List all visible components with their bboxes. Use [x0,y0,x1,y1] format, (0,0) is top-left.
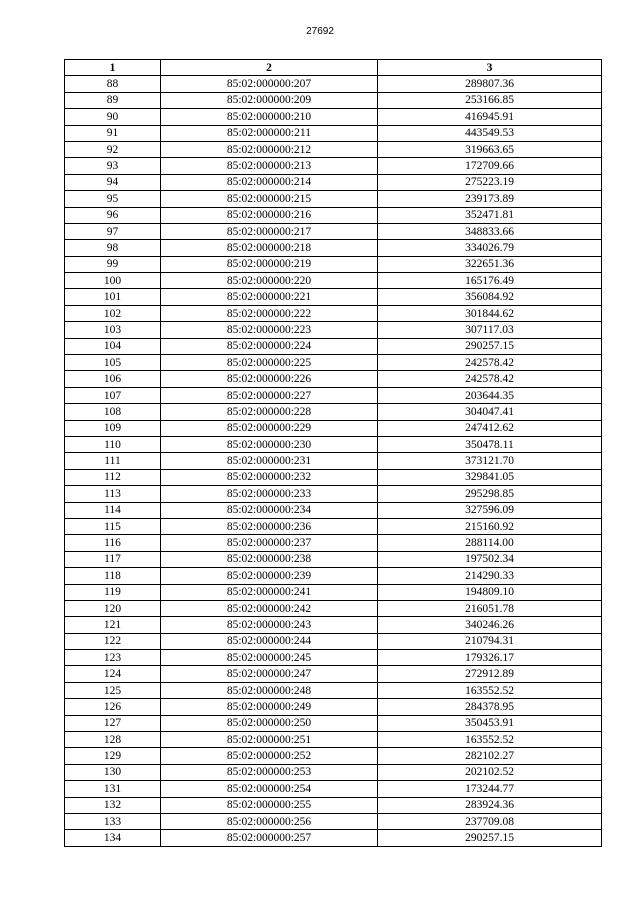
row-number-cell: 100 [65,273,161,289]
cadastral-number-cell: 85:02:000000:244 [161,633,378,649]
row-number-cell: 111 [65,453,161,469]
cadastral-number-cell: 85:02:000000:225 [161,355,378,371]
table-header [65,60,602,76]
cadastral-number-cell: 85:02:000000:214 [161,174,378,190]
value-cell: 165176.49 [378,273,602,289]
row-number-cell: 108 [65,404,161,420]
table-row [65,666,602,682]
value-cell: 247412.62 [378,420,602,436]
table-row [65,289,602,305]
row-number-cell: 99 [65,256,161,272]
row-number-cell: 103 [65,322,161,338]
table-row [65,650,602,666]
value-cell: 443549.53 [378,125,602,141]
table-row [65,305,602,321]
value-cell: 283924.36 [378,797,602,813]
cadastral-number-cell: 85:02:000000:209 [161,92,378,108]
cadastral-number-cell: 85:02:000000:247 [161,666,378,682]
cadastral-number-cell: 85:02:000000:238 [161,551,378,567]
cadastral-number-cell: 85:02:000000:231 [161,453,378,469]
row-number-cell: 120 [65,600,161,616]
row-number-cell: 101 [65,289,161,305]
table-row [65,404,602,420]
table-row [65,568,602,584]
table-row [65,158,602,174]
data-table [64,59,602,847]
value-cell: 290257.15 [378,830,602,846]
row-number-cell: 96 [65,207,161,223]
value-cell: 350453.91 [378,715,602,731]
value-cell: 282102.27 [378,748,602,764]
row-number-cell: 110 [65,436,161,452]
cadastral-number-cell: 85:02:000000:254 [161,781,378,797]
value-cell: 350478.11 [378,436,602,452]
value-cell: 348833.66 [378,223,602,239]
value-cell: 301844.62 [378,305,602,321]
cadastral-number-cell: 85:02:000000:232 [161,469,378,485]
table-row [65,420,602,436]
cadastral-number-cell: 85:02:000000:248 [161,682,378,698]
table-row [65,830,602,846]
cadastral-number-cell: 85:02:000000:239 [161,568,378,584]
table-row [65,322,602,338]
table-row [65,699,602,715]
value-cell: 307117.03 [378,322,602,338]
row-number-cell: 106 [65,371,161,387]
table-row [65,207,602,223]
cadastral-number-cell: 85:02:000000:217 [161,223,378,239]
cadastral-number-cell: 85:02:000000:227 [161,387,378,403]
row-number-cell: 90 [65,109,161,125]
cadastral-number-cell: 85:02:000000:241 [161,584,378,600]
row-number-cell: 104 [65,338,161,354]
table-row [65,813,602,829]
row-number-cell: 128 [65,732,161,748]
cadastral-number-cell: 85:02:000000:207 [161,76,378,92]
row-number-cell: 95 [65,191,161,207]
value-cell: 295298.85 [378,486,602,502]
value-cell: 203644.35 [378,387,602,403]
page-number: 27692 [306,26,334,37]
cadastral-number-cell: 85:02:000000:219 [161,256,378,272]
value-cell: 163552.52 [378,732,602,748]
row-number-cell: 98 [65,240,161,256]
table-row [65,223,602,239]
cadastral-number-cell: 85:02:000000:221 [161,289,378,305]
value-cell: 163552.52 [378,682,602,698]
row-number-cell: 130 [65,764,161,780]
cadastral-number-cell: 85:02:000000:256 [161,813,378,829]
table-row [65,338,602,354]
table-row [65,748,602,764]
value-cell: 179326.17 [378,650,602,666]
row-number-cell: 121 [65,617,161,633]
cadastral-number-cell: 85:02:000000:216 [161,207,378,223]
table-row [65,682,602,698]
table-row [65,486,602,502]
table-row [65,584,602,600]
cadastral-number-cell: 85:02:000000:242 [161,600,378,616]
row-number-cell: 133 [65,813,161,829]
table-row [65,715,602,731]
cadastral-number-cell: 85:02:000000:250 [161,715,378,731]
row-number-cell: 131 [65,781,161,797]
value-cell: 288114.00 [378,535,602,551]
table-row [65,76,602,92]
table-row [65,551,602,567]
column-header-3: 3 [378,60,602,76]
cadastral-number-cell: 85:02:000000:224 [161,338,378,354]
cadastral-number-cell: 85:02:000000:228 [161,404,378,420]
cadastral-number-cell: 85:02:000000:252 [161,748,378,764]
table-row [65,469,602,485]
table-row [65,273,602,289]
value-cell: 214290.33 [378,568,602,584]
row-number-cell: 118 [65,568,161,584]
row-number-cell: 102 [65,305,161,321]
cadastral-number-cell: 85:02:000000:229 [161,420,378,436]
value-cell: 373121.70 [378,453,602,469]
cadastral-number-cell: 85:02:000000:223 [161,322,378,338]
row-number-cell: 92 [65,141,161,157]
table-row [65,125,602,141]
row-number-cell: 124 [65,666,161,682]
row-number-cell: 122 [65,633,161,649]
value-cell: 334026.79 [378,240,602,256]
row-number-cell: 107 [65,387,161,403]
row-number-cell: 126 [65,699,161,715]
value-cell: 319663.65 [378,141,602,157]
row-number-cell: 113 [65,486,161,502]
table-row [65,92,602,108]
cadastral-number-cell: 85:02:000000:236 [161,518,378,534]
table-row [65,502,602,518]
value-cell: 197502.34 [378,551,602,567]
cadastral-number-cell: 85:02:000000:233 [161,486,378,502]
value-cell: 327596.09 [378,502,602,518]
row-number-cell: 129 [65,748,161,764]
value-cell: 194809.10 [378,584,602,600]
value-cell: 216051.78 [378,600,602,616]
table-body [65,76,602,846]
value-cell: 202102.52 [378,764,602,780]
value-cell: 210794.31 [378,633,602,649]
cadastral-number-cell: 85:02:000000:251 [161,732,378,748]
row-number-cell: 112 [65,469,161,485]
table-row [65,387,602,403]
table-row [65,732,602,748]
value-cell: 272912.89 [378,666,602,682]
value-cell: 340246.26 [378,617,602,633]
cadastral-number-cell: 85:02:000000:211 [161,125,378,141]
cadastral-number-cell: 85:02:000000:212 [161,141,378,157]
column-header-1: 1 [65,60,161,76]
row-number-cell: 115 [65,518,161,534]
row-number-cell: 127 [65,715,161,731]
value-cell: 304047.41 [378,404,602,420]
table-row [65,633,602,649]
row-number-cell: 119 [65,584,161,600]
header-row [65,60,602,76]
table-row [65,764,602,780]
table-row [65,256,602,272]
value-cell: 242578.42 [378,371,602,387]
row-number-cell: 114 [65,502,161,518]
value-cell: 242578.42 [378,355,602,371]
cadastral-number-cell: 85:02:000000:253 [161,764,378,780]
row-number-cell: 93 [65,158,161,174]
table-row [65,191,602,207]
value-cell: 239173.89 [378,191,602,207]
row-number-cell: 123 [65,650,161,666]
table-row [65,174,602,190]
value-cell: 284378.95 [378,699,602,715]
value-cell: 173244.77 [378,781,602,797]
table-row [65,453,602,469]
table-row [65,535,602,551]
cadastral-number-cell: 85:02:000000:257 [161,830,378,846]
row-number-cell: 116 [65,535,161,551]
cadastral-number-cell: 85:02:000000:220 [161,273,378,289]
table-row [65,371,602,387]
cadastral-number-cell: 85:02:000000:255 [161,797,378,813]
value-cell: 275223.19 [378,174,602,190]
table-row [65,781,602,797]
cadastral-number-cell: 85:02:000000:245 [161,650,378,666]
table-row [65,240,602,256]
table-row [65,518,602,534]
cadastral-number-cell: 85:02:000000:237 [161,535,378,551]
cadastral-number-cell: 85:02:000000:249 [161,699,378,715]
value-cell: 215160.92 [378,518,602,534]
cadastral-number-cell: 85:02:000000:218 [161,240,378,256]
value-cell: 253166.85 [378,92,602,108]
value-cell: 237709.08 [378,813,602,829]
value-cell: 352471.81 [378,207,602,223]
row-number-cell: 125 [65,682,161,698]
table-row [65,355,602,371]
cadastral-number-cell: 85:02:000000:215 [161,191,378,207]
row-number-cell: 89 [65,92,161,108]
cadastral-number-cell: 85:02:000000:234 [161,502,378,518]
cadastral-number-cell: 85:02:000000:213 [161,158,378,174]
column-header-2: 2 [161,60,378,76]
table-row [65,797,602,813]
row-number-cell: 117 [65,551,161,567]
row-number-cell: 94 [65,174,161,190]
value-cell: 290257.15 [378,338,602,354]
row-number-cell: 105 [65,355,161,371]
table-row [65,600,602,616]
row-number-cell: 88 [65,76,161,92]
value-cell: 329841.05 [378,469,602,485]
value-cell: 416945.91 [378,109,602,125]
row-number-cell: 91 [65,125,161,141]
value-cell: 289807.36 [378,76,602,92]
value-cell: 322651.36 [378,256,602,272]
cadastral-number-cell: 85:02:000000:226 [161,371,378,387]
cadastral-number-cell: 85:02:000000:243 [161,617,378,633]
cadastral-number-cell: 85:02:000000:210 [161,109,378,125]
cadastral-number-cell: 85:02:000000:230 [161,436,378,452]
value-cell: 172709.66 [378,158,602,174]
table-row [65,109,602,125]
row-number-cell: 109 [65,420,161,436]
table-row [65,141,602,157]
row-number-cell: 97 [65,223,161,239]
cadastral-number-cell: 85:02:000000:222 [161,305,378,321]
value-cell: 356084.92 [378,289,602,305]
row-number-cell: 132 [65,797,161,813]
table-row [65,617,602,633]
row-number-cell: 134 [65,830,161,846]
table-row [65,436,602,452]
